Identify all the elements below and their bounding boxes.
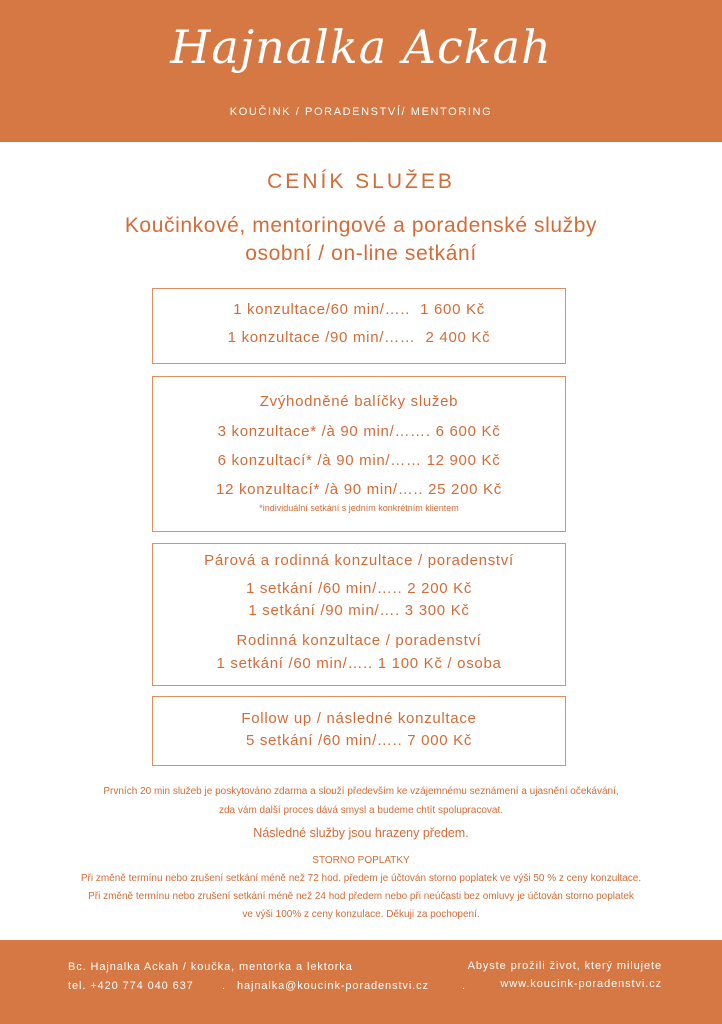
header-banner — [0, 0, 722, 142]
price-value: 1 600 Kč — [420, 301, 485, 318]
footer-email[interactable]: hajnalka@koucink-poradenstvi.cz — [237, 980, 429, 992]
footer-motto: Abyste prožili život, který milujete — [467, 960, 662, 972]
package-item: 12 konzultací* /à 90 min/….. 25 200 Kč — [216, 481, 502, 498]
note-line: zda vám další proces dává smysl a budeme chtít spolupracovat. — [218, 805, 504, 816]
note-line: Při změně termínu nebo zrušení setkání méně než 72 hod. předem je účtován storno poplatek ve výši 50 % z ceny konzultace. — [80, 873, 642, 884]
price-label: 1 konzultace/60 min/….. — [233, 301, 411, 318]
packages-box — [152, 376, 566, 532]
footer-phone[interactable]: tel. +420 774 040 637 — [68, 980, 194, 992]
package-item: 6 konzultací* /à 90 min/…… 12 900 Kč — [217, 452, 501, 469]
footer-separator: . — [222, 980, 226, 992]
followup-heading: Follow up / následné konzultace — [241, 710, 477, 727]
footer-name: Bc. Hajnalka Ackah / koučka, mentorka a lektorka — [68, 961, 353, 973]
family-item: 1 setkání /60 min/….. 1 100 Kč / osoba — [216, 655, 502, 672]
subtitle-line-1: Koučinkové, mentoringové a poradenské služby — [124, 214, 598, 237]
couples-item: 1 setkání /60 min/….. 2 200 Kč — [245, 580, 473, 597]
tagline: KOUČINK / PORADENSTVÍ/ MENTORING — [229, 106, 493, 118]
logo: Hajnalka Ackah — [170, 20, 552, 74]
footer-separator: . — [462, 980, 466, 992]
couples-item: 1 setkání /90 min/…. 3 300 Kč — [248, 602, 470, 619]
subtitle — [0, 212, 722, 268]
note-line: ve výši 100% z ceny konzulace. Děkuji za pochopení. — [242, 909, 480, 920]
footer-website[interactable]: www.koucink-poradenstvi.cz — [500, 978, 662, 990]
storno-note — [0, 870, 722, 924]
prepaid-note: Následné služby jsou hrazeny předem. — [253, 826, 469, 840]
page-title: CENÍK SLUŽEB — [267, 170, 455, 193]
price-value: 2 400 Kč — [425, 329, 491, 346]
package-item: 3 konzultace* /à 90 min/……. 6 600 Kč — [217, 423, 501, 440]
note-line: Při změně termínu nebo zrušení setkání méně než 24 hod předem nebo při neúčasti bez omluvy je účtován storno poplatek — [88, 891, 634, 902]
storno-heading: STORNO POPLATKY — [312, 855, 410, 866]
single-consultations-box — [152, 288, 566, 364]
price-row — [153, 329, 565, 357]
price-label: 1 konzultace /90 min/…… — [227, 329, 416, 346]
couples-box — [152, 543, 566, 686]
footer-banner — [0, 940, 722, 1024]
price-row — [153, 301, 565, 329]
subtitle-line-2: osobní / on-line setkání — [245, 242, 477, 265]
followup-item: 5 setkání /60 min/….. 7 000 Kč — [245, 732, 473, 749]
followup-box — [152, 696, 566, 766]
free-intro-note — [0, 782, 722, 820]
couples-heading: Párová a rodinná konzultace / poradenství — [204, 552, 514, 569]
packages-footnote: *individuální setkání s jedním konkrétním klientem — [259, 503, 459, 513]
family-heading: Rodinná konzultace / poradenství — [236, 632, 482, 649]
note-line: Prvních 20 min služeb je poskytováno zdarma a slouží především ke vzájemnému seznámení a ujasnění očekávání, — [103, 786, 619, 797]
packages-heading: Zvýhodněné balíčky služeb — [259, 393, 459, 410]
